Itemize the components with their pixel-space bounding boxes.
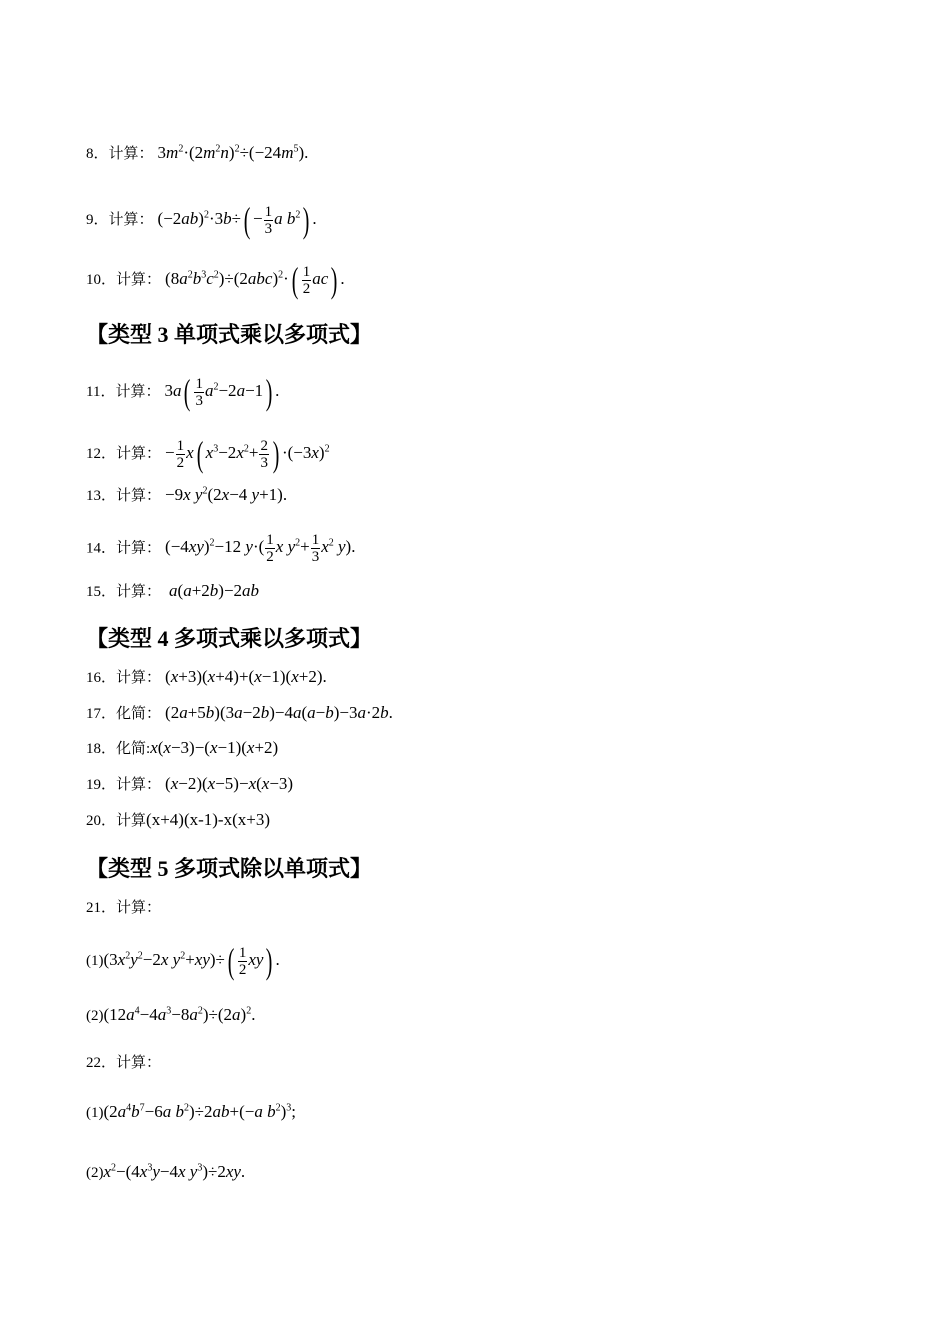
math-expression: (x+4)(x-1)-x(x+3) xyxy=(146,810,270,829)
math-expression: (x−2)(x−5)−x(x−3) xyxy=(165,774,294,793)
problem-label: 计算 xyxy=(116,813,147,829)
problem-number: 19． xyxy=(86,777,117,793)
math-expression: − $\frac{1}{2}$ x( $x^3-2x^2+$ $\frac{2}{3}$ ) $\cdot(-3x)^2$ xyxy=(165,434,330,474)
sub-label: (2) xyxy=(86,1165,104,1181)
problem-21 xyxy=(86,898,161,918)
problem-16 xyxy=(86,667,327,688)
math-expression: (2a+5b)(3a−2b)−4a(a−b)−3a·2b. xyxy=(165,703,393,722)
problem-number: 8． xyxy=(86,146,109,162)
math-expression: ($2a^4b^7-6a$ $b^2)\div 2ab+(-a$ $b^2)^3$; xyxy=(103,1102,297,1121)
problem-label: 计算： xyxy=(115,383,161,400)
math-expression: −9x $y^2(2x-4$ y+1). xyxy=(165,485,288,504)
problem-number: 11． xyxy=(86,383,116,400)
problem-17 xyxy=(86,703,393,724)
problem-22 xyxy=(86,1053,161,1073)
problem-21-part-1 xyxy=(86,943,280,979)
problem-15 xyxy=(86,581,259,602)
problem-11 xyxy=(86,374,279,410)
math-expression: x(x−3)−(x−1)(x+2) xyxy=(150,738,279,757)
problem-label: 计算： xyxy=(116,488,162,504)
problem-9 xyxy=(86,202,317,238)
problem-label: 计算： xyxy=(116,445,162,462)
problem-number: 17． xyxy=(86,706,117,722)
math-expression: a(a+2b)−2ab xyxy=(169,581,260,600)
math-expression: ($3x^2y^2-2x$ $y^2+xy)\div$( $\frac{1}{2}$ xy) . xyxy=(103,941,280,981)
problem-number: 15． xyxy=(86,584,117,600)
problem-21-part-2 xyxy=(86,1005,255,1026)
section-heading-3: 【类型 3 单项式乘以多项式】 xyxy=(86,322,373,347)
sub-label: (2) xyxy=(86,1008,104,1024)
sub-label: (1) xyxy=(86,1105,104,1121)
problem-number: 22． xyxy=(86,1055,117,1071)
problem-label: 计算： xyxy=(116,1055,162,1071)
problem-label: 计算： xyxy=(108,146,154,162)
problem-label: 计算： xyxy=(116,900,162,916)
problem-20 xyxy=(86,810,270,831)
problem-number: 12． xyxy=(86,445,117,462)
problem-19 xyxy=(86,774,293,795)
problem-label: 计算： xyxy=(116,271,162,288)
problem-label: 化简： xyxy=(116,706,162,722)
problem-label: 计算： xyxy=(108,211,154,228)
math-expression: $(-4xy)^2-12$ y·( $\frac{1}{2}$ x $y^2+$ $\frac{1}{3}$ $x^2$ y). xyxy=(165,532,356,565)
problem-label: 计算： xyxy=(116,777,162,793)
problem-number: 18． xyxy=(86,741,117,757)
problem-label: 计算： xyxy=(116,584,162,600)
math-expression: $x^2-(4x^3y-4x$ $y^3)\div 2xy$. xyxy=(103,1162,246,1181)
section-heading-5: 【类型 5 多项式除以单项式】 xyxy=(86,856,373,881)
math-expression: $(12a^4-4a^3-8a^2)\div(2a)^2$. xyxy=(103,1005,256,1024)
section-heading-4: 【类型 4 多项式乘以多项式】 xyxy=(86,626,373,651)
problem-22-part-2 xyxy=(86,1162,245,1183)
math-expression: $3m^2\cdot(2m^2n)^2\div(-24m^5)$. xyxy=(157,143,309,162)
problem-8 xyxy=(86,143,308,164)
problem-number: 13． xyxy=(86,488,117,504)
problem-number: 21． xyxy=(86,900,117,916)
problem-number: 9． xyxy=(86,211,109,228)
math-expression: $(-2ab)^2\cdot 3b\div$( − $\frac{1}{3}$ a $b^2$) . xyxy=(157,200,317,240)
problem-14 xyxy=(86,532,355,565)
problem-label: 化简: xyxy=(116,741,151,757)
sub-label: (1) xyxy=(86,952,104,969)
math-expression: (x+3)(x+4)+(x−1)(x+2). xyxy=(165,667,327,686)
problem-13 xyxy=(86,485,287,506)
problem-number: 10． xyxy=(86,271,117,288)
problem-number: 14． xyxy=(86,540,117,557)
problem-10 xyxy=(86,262,345,298)
problem-22-part-1 xyxy=(86,1102,296,1123)
problem-number: 16． xyxy=(86,670,117,686)
problem-label: 计算： xyxy=(116,670,162,686)
problem-18 xyxy=(86,738,278,759)
math-expression: 3a( $\frac{1}{3}$ $a^2-2a-1$) . xyxy=(164,372,280,412)
math-expression: $(8a^2b^3c^2)\div(2abc)^2\cdot$( $\frac{1}{2}$ ac) . xyxy=(165,260,345,300)
problem-label: 计算： xyxy=(116,540,162,557)
problem-number: 20． xyxy=(86,813,117,829)
problem-12 xyxy=(86,436,330,472)
